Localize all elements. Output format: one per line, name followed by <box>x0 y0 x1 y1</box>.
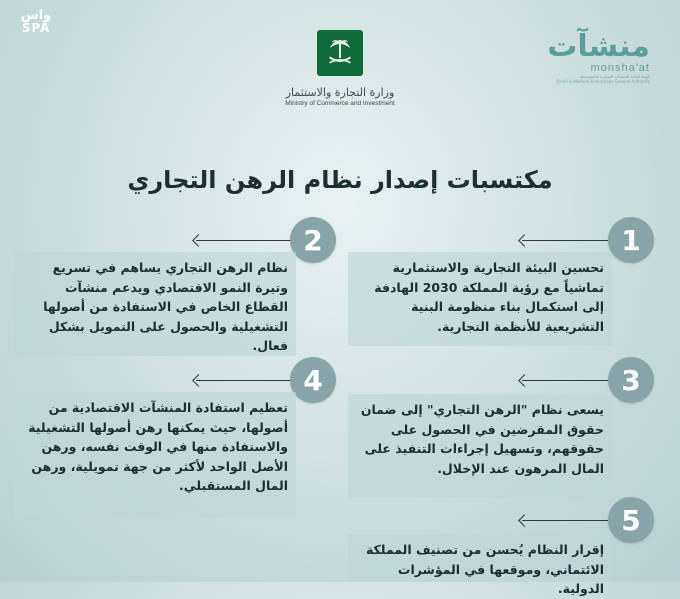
benefit-text: إقرار النظام يُحسن من تصنيف المملكة الائتماني، وموقعها في المؤشرات الدولية. <box>348 534 612 582</box>
number-badge <box>290 217 336 263</box>
number-badge <box>290 357 336 403</box>
arrow-line <box>522 240 608 241</box>
number-label: 3 <box>621 363 641 397</box>
benefit-text: تحسين البيئة التجارية والاستثمارية تماشياً مع رؤية المملكة 2030 الهادفة إلى استكمال بناء منظومة البنية التشريعية للأنظمة التجارية. <box>348 252 612 346</box>
spa-logo-arabic: واس <box>20 8 52 23</box>
arrow-head-icon <box>192 374 205 387</box>
ministry-name-arabic: وزارة التجارة والاستثمار <box>285 86 395 99</box>
number-badge <box>608 497 654 543</box>
number-label: 1 <box>621 223 641 257</box>
arrow-head-icon <box>518 234 531 247</box>
monshaat-name-arabic: منشآت <box>547 29 650 64</box>
monshaat-subtitle-arabic: الهيئة العامة للمنشآت الصغيرة والمتوسطة <box>579 74 650 79</box>
number-label: 5 <box>621 503 641 537</box>
benefit-text: يسعى نظام "الرهن التجاري" إلى ضمان حقوق المقرضين في الحصول على حقوقهم، وتسهيل إجراءات التنفيذ على المال المرهون عند الإخلال. <box>348 394 612 498</box>
arrow-head-icon <box>518 374 531 387</box>
arrow-line <box>522 520 608 521</box>
arrow-head-icon <box>518 514 531 527</box>
page-title: مكتسبات إصدار نظام الرهن التجاري <box>127 166 553 194</box>
spa-logo <box>14 10 58 34</box>
number-badge <box>608 217 654 263</box>
spa-logo-latin: SPA <box>21 21 51 35</box>
number-label: 2 <box>303 223 323 257</box>
arrow-head-icon <box>192 234 205 247</box>
ministry-name-english: Ministry of Commerce and Investment <box>285 100 395 107</box>
benefit-text: تعظيم استفادة المنشآت الاقتصادية من أصولها، حيث يمكنها رهن أصولها التشغيلية والاستفادة منها في الوقت نفسه، ورهن الأصل الواحد لأكثر من جهة تمويلية، ورهن المال المستقبلي. <box>14 392 296 518</box>
arrow-line <box>196 380 292 381</box>
palm-swords-emblem-icon <box>317 30 363 76</box>
monshaat-subtitle-english: Small & Medium Enterprises General Authority <box>556 79 650 84</box>
number-badge <box>608 357 654 403</box>
benefit-text: نظام الرهن التجاري يساهم في تسريع وتيرة النمو الاقتصادي ويدعم منشآت القطاع الخاص في الاستفادة من أصولها التشغيلية والحصول على التمويل بشكل فعال. <box>14 252 296 356</box>
monshaat-logo <box>540 30 650 84</box>
arrow-line <box>522 380 608 381</box>
number-label: 4 <box>303 363 323 397</box>
ministry-logo <box>250 30 430 107</box>
monshaat-name-english: monsha'at <box>590 62 650 74</box>
arrow-line <box>196 240 292 241</box>
